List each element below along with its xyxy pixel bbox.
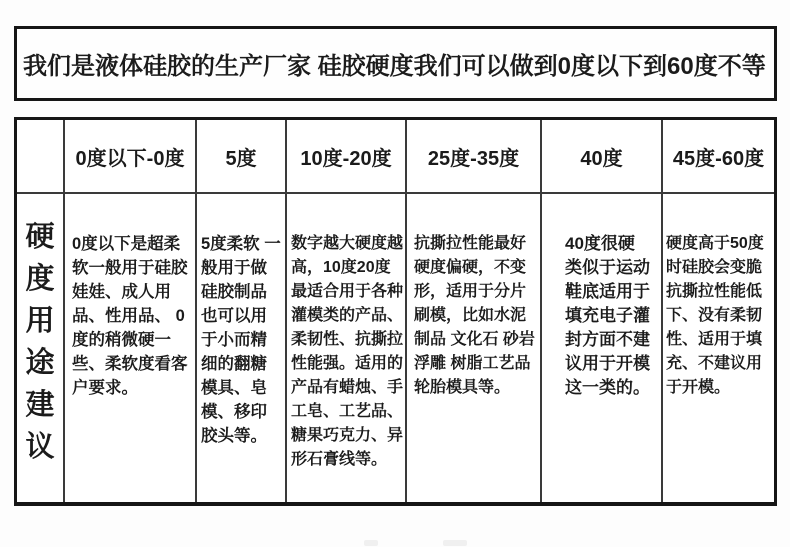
row-header-char: 途 — [25, 347, 55, 379]
column-header-45to60deg: 45度-60度 — [663, 120, 774, 194]
usage-cell-0to0deg: 0度以下是超柔软一般用于硅胶娃娃、成人用品、性用品、 0度的稍微硬一些、柔软度看客户要求。 — [65, 194, 197, 502]
row-header-char: 度 — [25, 263, 55, 295]
usage-cell-25to35deg: 抗撕拉性能最好硬度偏硬，不变形，适用于分片刷模，比如水泥制品 文化石 砂岩浮雕 树脂工艺品轮胎模具等。 — [407, 194, 542, 502]
scan-artifact — [364, 540, 378, 546]
column-header-0to0deg: 0度以下-0度 — [65, 120, 197, 194]
table-corner-cell — [17, 120, 65, 194]
column-header-40deg: 40度 — [542, 120, 663, 194]
usage-cell-5deg: 5度柔软 一般用于做硅胶制品也可以用于小而精细的翻糖模具、皂模、移印胶头等。 — [197, 194, 287, 502]
title-banner-text: 我们是液体硅胶的生产厂家 硅胶硬度我们可以做到0度以下到60度不等 — [23, 53, 766, 80]
column-header-10to20deg: 10度-20度 — [287, 120, 407, 194]
row-header-hardness-usage-advice — [17, 194, 65, 502]
title-banner — [14, 26, 777, 101]
hardness-usage-table — [14, 117, 777, 506]
usage-cell-10to20deg: 数字越大硬度越高，10度20度最适合用于各种灌模类的产品、柔韧性、抗撕拉性能强。适用的产品有蜡烛、手工皂、工艺品、糖果巧克力、异形石膏线等。 — [287, 194, 407, 502]
usage-cell-40deg: 40度很硬类似于运动鞋底适用于填充电子灌封方面不建议用于开模这一类的。 — [542, 194, 663, 502]
row-header-char: 硬 — [25, 221, 55, 253]
column-header-25to35deg: 25度-35度 — [407, 120, 542, 194]
row-header-char: 建 — [25, 389, 55, 421]
column-header-5deg: 5度 — [197, 120, 287, 194]
usage-cell-45to60deg: 硬度高于50度时硅胶会变脆抗撕拉性能低下、没有柔韧性、适用于填充、不建议用于开模。 — [666, 235, 764, 396]
scan-artifact — [443, 540, 467, 546]
row-header-char: 议 — [25, 431, 55, 463]
row-header-char: 用 — [25, 305, 55, 337]
